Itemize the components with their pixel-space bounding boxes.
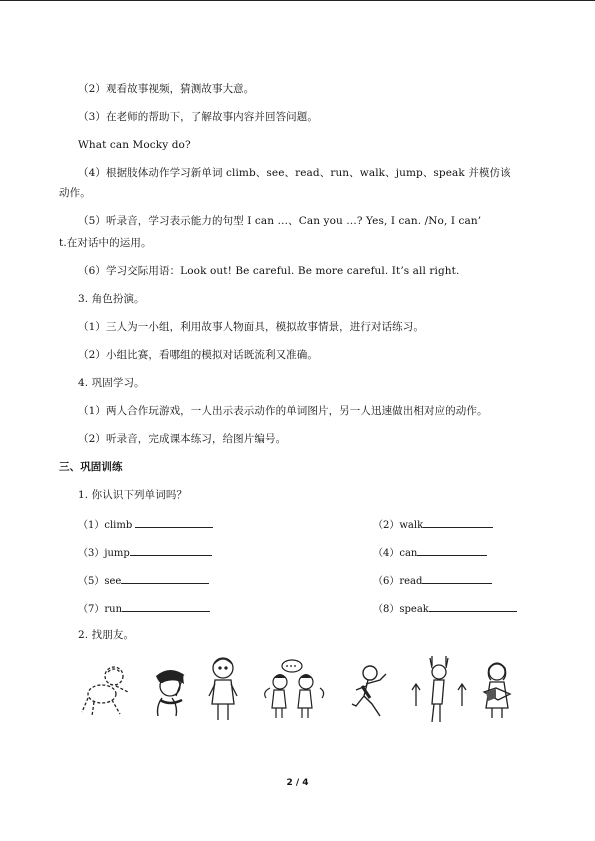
heading-role-play: 3. 角色扮演。	[78, 293, 145, 305]
step-5: （5）听录音，学习表示能力的句型 I can …、Can you …? Yes, I can. /No, I can’	[78, 215, 482, 227]
talking-kids-icon	[262, 658, 328, 720]
word-can: （4）can	[373, 544, 487, 561]
role-play-2: （2）小组比赛，看哪组的模拟对话既流利又准确。	[78, 349, 318, 361]
answer-blank[interactable]	[423, 516, 493, 528]
answer-blank[interactable]	[429, 600, 517, 612]
exercise-2-title: 2. 找朋友。	[78, 629, 135, 641]
word-walk: （2）walk	[373, 516, 493, 533]
answer-blank[interactable]	[422, 572, 492, 584]
top-rule	[0, 0, 595, 1]
consolidate-2: （2）听录音，完成课本练习，给图片编号。	[78, 433, 287, 445]
standing-girl-icon	[206, 656, 240, 722]
page-number: 2 / 4	[286, 778, 309, 788]
consolidate-1: （1）两人合作玩游戏，一人出示表示动作的单词图片，另一人迅速做出相对应的动作。	[78, 405, 488, 417]
step-2: （2）观看故事视频，猜测故事大意。	[78, 83, 255, 95]
running-boy-icon	[350, 664, 392, 720]
word-climb: （1）climb	[78, 516, 213, 533]
climbing-boy-icon	[410, 654, 470, 724]
step-3: （3）在老师的帮助下，了解故事内容并回答问题。	[78, 111, 318, 123]
answer-blank[interactable]	[417, 544, 487, 556]
thinking-boy-icon	[148, 666, 192, 716]
word-run: （7）run	[78, 600, 210, 617]
reading-girl-icon	[480, 662, 514, 720]
step-4-cont: 动作。	[59, 187, 91, 199]
question-text: What can Mocky do?	[78, 139, 191, 151]
word-see: （5）see	[78, 572, 209, 589]
role-play-1: （1）三人为一小组，利用故事人物面具，模拟故事情景，进行对话练习。	[78, 321, 424, 333]
step-4: （4）根据肢体动作学习新单词 climb、see、read、run、walk、jump、speak 并模仿该	[78, 167, 511, 179]
step-6: （6）学习交际用语：Look out! Be careful. Be more careful. It’s all right.	[78, 265, 460, 277]
answer-blank[interactable]	[122, 600, 210, 612]
word-speak: （8）speak	[373, 600, 517, 617]
word-jump: （3）jump	[78, 544, 212, 561]
picture-row	[74, 654, 534, 724]
heading-consolidate: 4. 巩固学习。	[78, 377, 145, 389]
crawling-child-icon	[78, 662, 132, 718]
exercise-1-title: 1. 你认识下列单词吗？	[78, 489, 188, 501]
answer-blank[interactable]	[121, 572, 209, 584]
section-title: 三、巩固训练	[59, 461, 123, 473]
step-5-cont: t.在对话中的运用。	[59, 237, 152, 249]
answer-blank[interactable]	[135, 516, 213, 528]
word-read: （6）read	[373, 572, 492, 589]
answer-blank[interactable]	[130, 544, 212, 556]
